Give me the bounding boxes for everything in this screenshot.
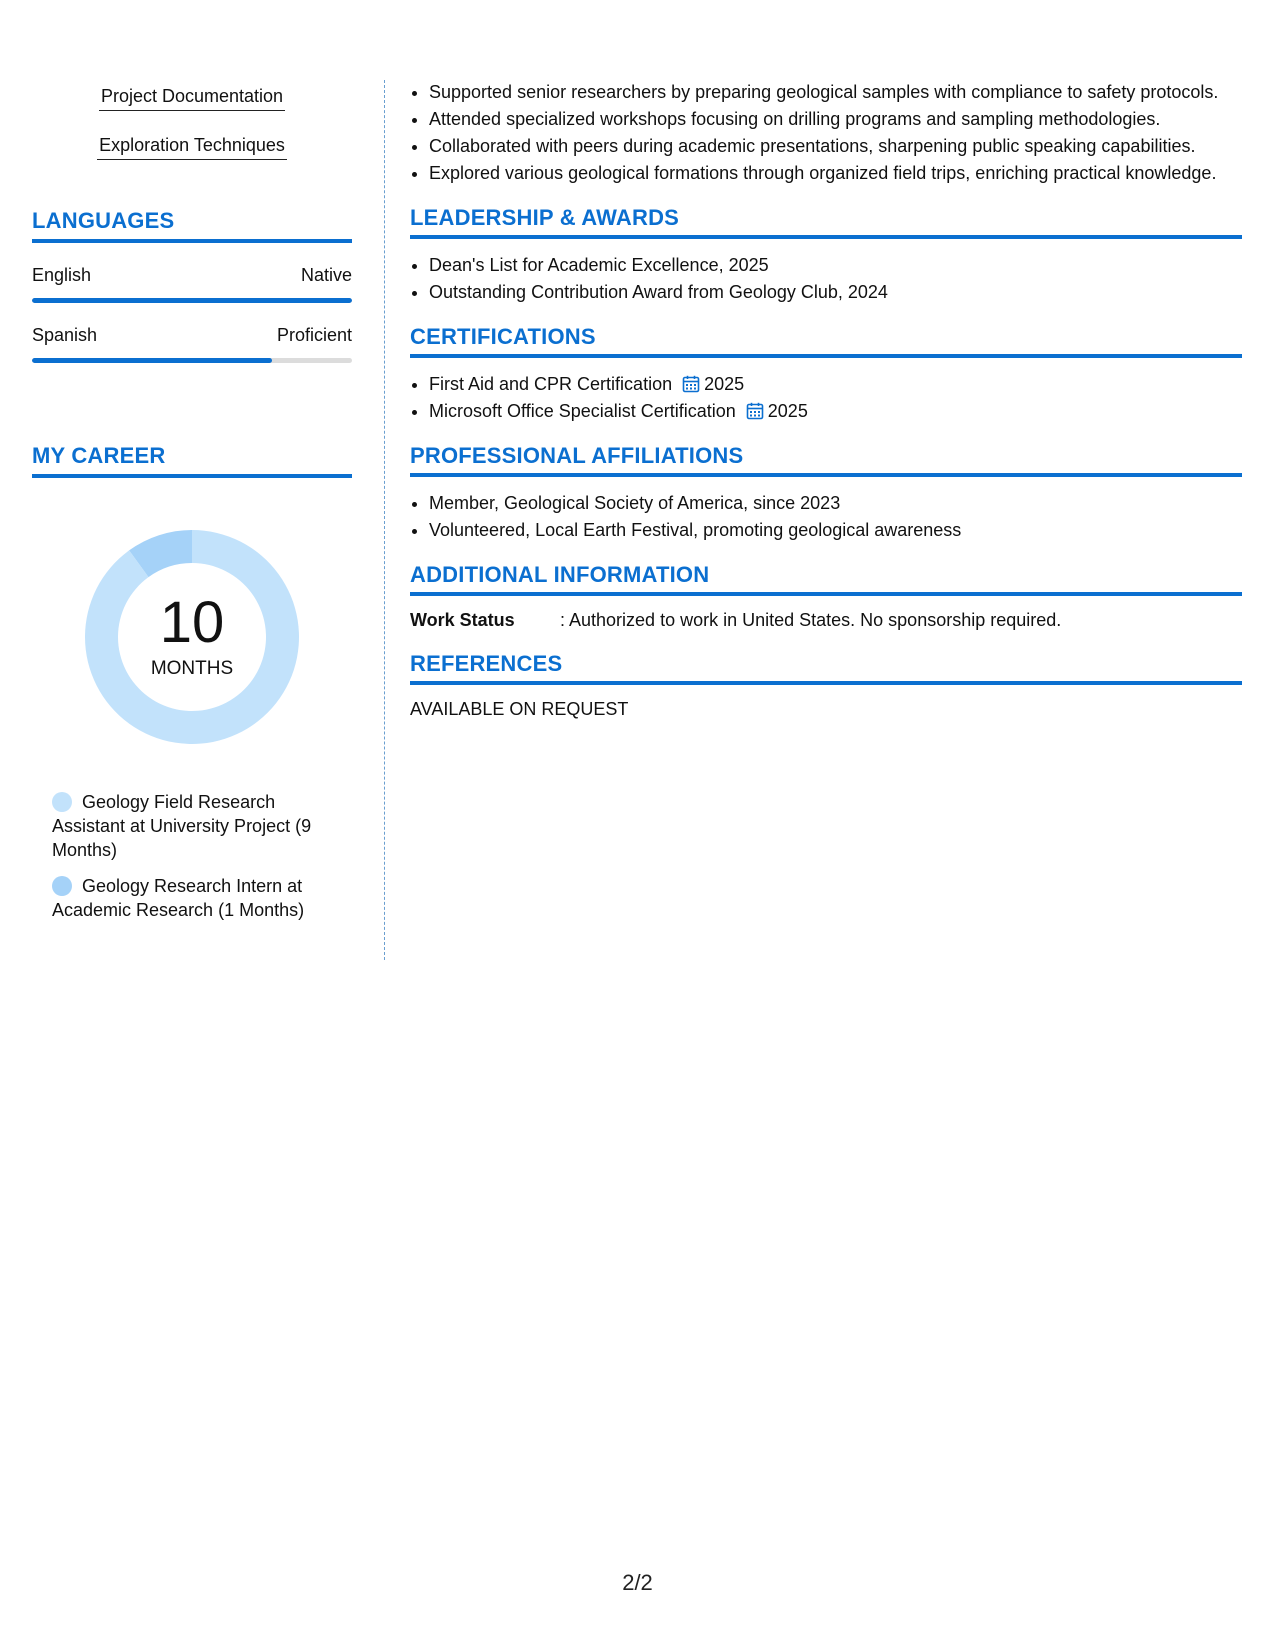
career-legend [32, 790, 352, 922]
career-heading: MY CAREER [32, 443, 352, 478]
certification-name: First Aid and CPR Certification [429, 374, 673, 394]
list-item: • Volunteered, Local Earth Festival, promoting geological awareness [429, 518, 1242, 542]
career-total-months: 10 [159, 590, 225, 655]
donut-center-label [77, 522, 307, 752]
career-legend-item [52, 874, 342, 922]
language-item [32, 325, 352, 363]
certifications-list [410, 372, 1242, 423]
career-section [32, 443, 352, 922]
references-text: AVAILABLE ON REQUEST [410, 699, 629, 719]
leadership-list [410, 253, 1242, 304]
column-divider [384, 80, 385, 960]
work-status-value: : Authorized to work in United States. No sponsorship required. [560, 610, 1062, 630]
list-item: • Attended specialized workshops focusing on drilling programs and sampling methodologies. [429, 107, 1242, 131]
certification-year: 2025 [767, 401, 808, 421]
language-proficiency-bar [32, 298, 352, 303]
language-name: English [32, 265, 92, 285]
main-column [410, 80, 1242, 720]
language-level: Native [300, 265, 352, 285]
skill-tags [32, 80, 352, 178]
list-item: • Supported senior researchers by preparing geological samples with compliance to safety protocols. [429, 80, 1242, 104]
career-total-unit: MONTHS [150, 658, 234, 679]
list-item [429, 399, 1242, 423]
sidebar [32, 80, 352, 934]
legend-dot-icon [52, 876, 72, 896]
certifications-heading: CERTIFICATIONS [410, 324, 1242, 358]
language-item [32, 265, 352, 303]
legend-label: Geology Field Research Assistant at University Project (9 Months) [52, 792, 312, 860]
calendar-icon [746, 402, 764, 420]
skill-tag: Exploration Techniques [97, 129, 287, 160]
list-item: • Explored various geological formations through organized field trips, enriching practical knowledge. [429, 161, 1242, 185]
leadership-heading: LEADERSHIP & AWARDS [410, 205, 1242, 239]
list-item: • Outstanding Contribution Award from Geology Club, 2024 [429, 280, 1242, 304]
skill-tag: Project Documentation [99, 80, 285, 111]
page-number: 2/2 [622, 1570, 653, 1595]
language-proficiency-fill [32, 358, 272, 363]
references-heading: REFERENCES [410, 651, 1242, 685]
languages-heading: LANGUAGES [32, 208, 352, 243]
language-proficiency-fill [32, 298, 352, 303]
affiliations-list [410, 491, 1242, 542]
career-donut-chart [77, 522, 307, 752]
certification-name: Microsoft Office Specialist Certification [429, 401, 736, 421]
list-item: • Collaborated with peers during academic presentations, sharpening public speaking capabilities. [429, 134, 1242, 158]
experience-bullets [410, 80, 1242, 185]
list-item: • Dean's List for Academic Excellence, 2025 [429, 253, 1242, 277]
list-item [429, 372, 1242, 396]
language-level: Proficient [276, 325, 352, 345]
certification-year: 2025 [704, 374, 745, 394]
calendar-icon [682, 375, 700, 393]
career-legend-item [52, 790, 342, 862]
work-status-label: Work Status [410, 610, 515, 630]
language-proficiency-bar [32, 358, 352, 363]
additional-info-heading: ADDITIONAL INFORMATION [410, 562, 1242, 596]
affiliations-heading: PROFESSIONAL AFFILIATIONS [410, 443, 1242, 477]
legend-dot-icon [52, 792, 72, 812]
work-status-row [410, 610, 1242, 631]
legend-label: Geology Research Intern at Academic Research (1 Months) [52, 876, 305, 920]
list-item: • Member, Geological Society of America, since 2023 [429, 491, 1242, 515]
languages-section [32, 208, 352, 363]
language-name: Spanish [32, 325, 98, 345]
